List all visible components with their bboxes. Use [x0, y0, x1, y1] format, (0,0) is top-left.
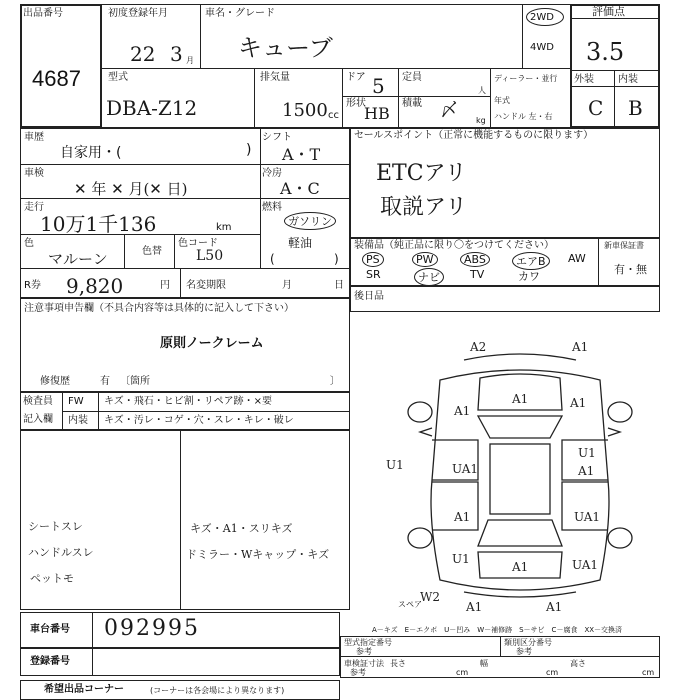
capacity-unit: 人 [478, 86, 486, 95]
damage-w2: W2 [420, 590, 440, 604]
color-label: 色 [24, 238, 34, 249]
recycle-value: 9,820 [66, 274, 124, 298]
equip-ps: PS [362, 252, 384, 267]
lot-label: 出品番号 [23, 8, 63, 19]
divider [570, 18, 660, 19]
divider [98, 392, 99, 430]
score: 3.5 [586, 38, 625, 66]
mileage-label: 走行 [24, 202, 44, 213]
model-label: 型式 [108, 72, 128, 83]
fuel-gasoline: ガソリン [284, 212, 336, 230]
score-label: 評価点 [592, 5, 625, 18]
int-label: 内装 [618, 74, 638, 85]
history-close: ) [246, 142, 252, 158]
damage-a1-hood-r: A1 [570, 396, 587, 410]
hope-sub: (コーナーは各会場により異なります) [150, 686, 285, 695]
inspector-row1-tag: FW [68, 396, 84, 407]
size-height-cm: cm [642, 668, 655, 677]
divider [342, 68, 343, 128]
divider [20, 234, 260, 235]
divider [124, 234, 125, 268]
repair-value: 有 [100, 376, 110, 387]
inspection-value: ✕ 年 ✕ 月(✕ 日) [74, 180, 188, 198]
size-label: 車検証寸法 [344, 659, 384, 668]
recycle-unit: 円 [160, 280, 170, 291]
divider [340, 656, 660, 657]
damage-u1-r: U1 [578, 446, 596, 460]
history-label: 車歴 [24, 132, 44, 143]
exterior-note-1: キズ・A1・スリキズ [190, 522, 293, 535]
history-value: 自家用・( [60, 145, 122, 161]
first-reg-year: 22 [130, 42, 156, 66]
rename-label: 名変期限 [186, 280, 226, 291]
capacity-label: 定員 [402, 72, 422, 83]
sales-point-1: ETCアリ [376, 161, 467, 186]
score-box [570, 4, 660, 128]
damage-a2-top: A2 [470, 340, 487, 354]
divider [20, 268, 350, 269]
year-label: 年式 [494, 96, 510, 105]
size-width: 幅 [480, 659, 488, 668]
notes-label: 注意事項申告欄（不具合内容等は具体的に記入して下さい） [24, 303, 294, 314]
mileage-value: 10万1千136 [40, 212, 157, 236]
shape: HB [364, 104, 390, 123]
inspection-label: 車検 [24, 168, 44, 179]
month-unit: 月 [186, 56, 194, 65]
interior-note-2: ハンドルスレ [28, 546, 94, 559]
divider [254, 68, 255, 128]
shape-label: 形状 [346, 98, 366, 109]
equip-pw: PW [412, 252, 438, 267]
divider [570, 86, 660, 87]
class-label: 類別区分番号 [504, 638, 552, 647]
drive-2wd-circle [526, 8, 564, 26]
car-name-label: 車名・グレード [205, 8, 275, 19]
divider [342, 96, 490, 97]
ext-label: 外装 [574, 74, 594, 85]
inspector-row2-tag: 内装 [68, 415, 88, 426]
damage-ua1-mid-r: UA1 [574, 510, 601, 524]
interior-note-3: ペットモ [30, 572, 74, 585]
rename-month: 月 [282, 280, 292, 291]
size-width-cm: cm [546, 668, 559, 677]
shift-label: シフト [262, 132, 292, 143]
drive-2wd: 2WD [530, 12, 554, 23]
equip-sr: SR [366, 268, 381, 281]
fuel-other-close: ) [334, 252, 339, 266]
divider [174, 234, 175, 268]
model: DBA-Z12 [106, 96, 198, 120]
divider [260, 164, 350, 165]
size-height: 高さ [570, 659, 586, 668]
size-length: 長さ [390, 659, 406, 668]
doors-label: ドア [346, 72, 366, 83]
lot-number: 4687 [32, 66, 81, 91]
divider [200, 4, 201, 68]
after-parts-frame [350, 286, 660, 312]
divider [500, 636, 501, 656]
damage-a1-bot-l: A1 [466, 600, 483, 614]
equip-aw: AW [568, 252, 586, 265]
load-unit: kg [476, 116, 486, 125]
after-parts-label: 後日品 [354, 291, 384, 302]
doors: 5 [372, 74, 385, 98]
divider [20, 198, 260, 199]
notes-value: 原則ノークレーム [160, 336, 264, 351]
load-label: 積載 [402, 98, 422, 109]
equip-leather: カワ [518, 270, 540, 283]
shift-value: A・T [282, 145, 321, 164]
inspector-row1-text: キズ・飛石・ヒビ割・リペア跡・×要 [104, 396, 272, 407]
divider [598, 238, 599, 286]
color-code: L50 [196, 248, 224, 264]
repair-label: 修復歴 [40, 376, 70, 387]
color-value: マルーン [48, 250, 108, 268]
divider [180, 430, 181, 610]
fuel-other-open: ( [270, 252, 275, 266]
divider [102, 68, 570, 69]
damage-a1-hood-l: A1 [512, 392, 529, 406]
int-grade: B [628, 96, 643, 120]
sales-point-2: 取説アリ [380, 195, 468, 220]
divider [260, 198, 350, 199]
equip-abs: ABS [460, 252, 490, 267]
equip-navi: ナビ [414, 268, 444, 286]
size-length-cm: cm [456, 668, 469, 677]
rename-day: 日 [334, 280, 344, 291]
damage-a1-rear-c: A1 [512, 560, 529, 574]
damage-a1-bot-r: A1 [546, 600, 563, 614]
first-reg-month: 3 [170, 42, 183, 66]
inspector-row2-text: キズ・汚レ・コゲ・穴・スレ・キレ・破レ [104, 415, 294, 426]
fuel-diesel: 軽油 [288, 236, 313, 250]
drive-4wd: 4WD [530, 42, 554, 53]
size-ref: 参考 [350, 668, 366, 677]
divider [570, 70, 660, 71]
displacement: 1500 [282, 100, 328, 121]
color-code-label: 色コード [178, 238, 218, 249]
repair-loc: 〔箇所 [120, 376, 150, 387]
displacement-label: 排気量 [260, 72, 290, 83]
type-spec-ref: 参考 [356, 647, 372, 656]
damage-ua1-rear-r: UA1 [572, 558, 599, 572]
exterior-note-2: ドミラー・Wキャップ・キズ [186, 548, 330, 561]
type-spec-label: 型式指定番号 [344, 638, 392, 647]
equip-airbag: エアB [512, 252, 550, 270]
divider [490, 68, 491, 128]
class-ref: 参考 [516, 647, 532, 656]
recycle-label: R券 [24, 280, 41, 291]
ac-value: A・C [280, 179, 320, 198]
fuel-label: 燃料 [262, 202, 282, 213]
inspector-label-2: 記入欄 [23, 414, 53, 425]
divider [522, 4, 523, 68]
damage-a1-r: A1 [578, 464, 595, 478]
equipment-label: 装備品（純正品に限り〇をつけてください） [354, 240, 554, 251]
divider [62, 411, 350, 412]
interior-note-1: シートスレ [28, 520, 83, 533]
dealer-label: ディーラー・並行 [494, 74, 558, 83]
divider [614, 70, 615, 128]
chassis-number: 092995 [104, 616, 200, 641]
cc-unit: cc [328, 110, 339, 121]
load-mark: 〆 [440, 100, 458, 121]
damage-legend: A－キズ E－エクボ U－凹み W－補修跡 S－サビ C－腐食 XX－交換済 [372, 626, 623, 634]
color-swatch-label: 色替 [142, 246, 162, 257]
equip-tv: TV [470, 268, 485, 281]
damage-u1-side: U1 [386, 458, 404, 472]
chassis-label: 車台番号 [30, 624, 70, 635]
repair-close: 〕 [330, 376, 340, 387]
handle-label: ハンドル 左・右 [494, 112, 553, 121]
damage-ua1-l: UA1 [452, 462, 479, 476]
divider [20, 164, 260, 165]
inspector-label-1: 検査員 [23, 396, 53, 407]
sales-points-label: セールスポイント（正常に機能するものに限ります） [354, 130, 594, 141]
reg-label: 登録番号 [30, 656, 70, 667]
first-reg-label: 初度登録年月 [108, 8, 168, 19]
car-name: キューブ [238, 34, 333, 62]
damage-a1-mid-l: A1 [454, 510, 471, 524]
divider [180, 268, 181, 298]
damage-a1-front-l: A1 [454, 404, 471, 418]
spare-label: スペア [398, 600, 422, 609]
ac-label: 冷房 [262, 168, 282, 179]
damage-u1-rear-l: U1 [452, 552, 470, 566]
hope-label: 希望出品コーナー [44, 684, 124, 695]
new-car-label: 新車保証書 [604, 241, 644, 250]
mileage-unit: km [216, 222, 232, 233]
ext-grade: C [588, 96, 604, 120]
divider [398, 68, 399, 128]
new-car-value: 有・無 [614, 263, 647, 276]
damage-a1-top: A1 [572, 340, 589, 354]
